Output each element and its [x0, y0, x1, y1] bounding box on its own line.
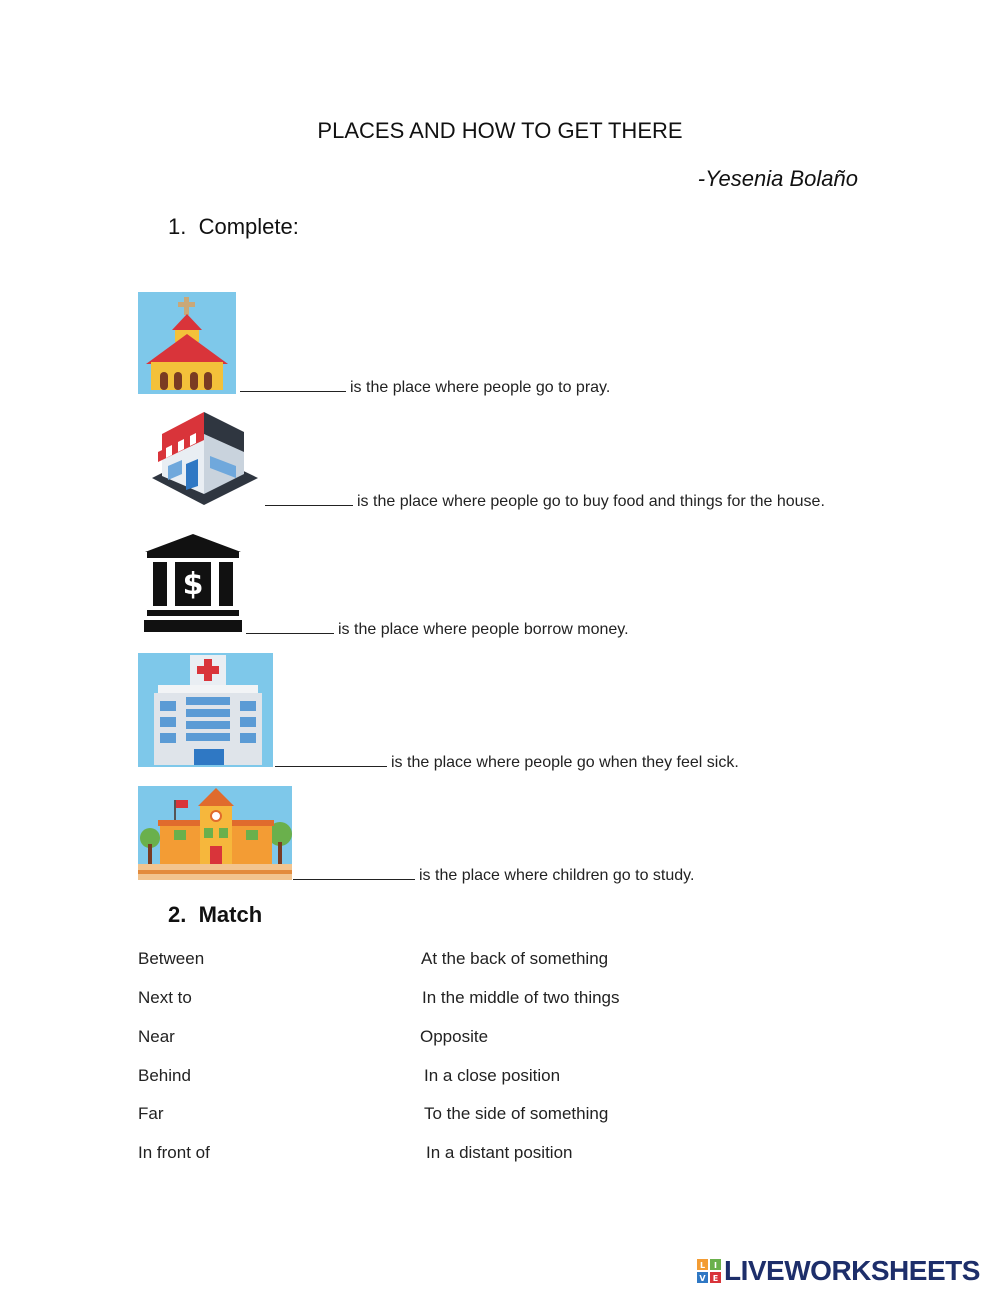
match-right-item[interactable]: In a close position [424, 1066, 561, 1085]
match-left-item[interactable]: Between [138, 949, 205, 968]
svg-text:$: $ [182, 567, 204, 602]
complete-sentence-3: is the place where people borrow money. [246, 619, 629, 639]
answer-blank[interactable] [293, 865, 415, 880]
svg-text:L: L [699, 1261, 706, 1270]
section-number: 2. [168, 902, 187, 927]
answer-blank[interactable] [275, 752, 387, 767]
match-right-item[interactable]: At the back of something [421, 949, 609, 968]
brand-name: LIVEWORKSHEETS [724, 1255, 980, 1286]
answer-blank[interactable] [265, 491, 353, 506]
match-left-item[interactable]: Far [138, 1104, 164, 1123]
complete-sentence-5: is the place where children go to study. [293, 865, 694, 885]
match-left-item[interactable]: Near [138, 1027, 175, 1046]
school-icon [138, 786, 292, 880]
match-left-item[interactable]: Behind [138, 1066, 191, 1085]
complete-sentence-2: is the place where people go to buy food and things for the house. [265, 491, 825, 511]
liveworksheets-logo [697, 1255, 980, 1287]
bank-icon [143, 532, 243, 634]
answer-blank[interactable] [246, 619, 334, 634]
section-label: Complete: [198, 214, 299, 239]
complete-sentence-1: is the place where people go to pray. [240, 377, 610, 397]
match-right-item[interactable]: In a distant position [426, 1143, 573, 1162]
svg-text:I: I [714, 1261, 717, 1270]
page-title: PLACES AND HOW TO GET THERE [317, 118, 683, 143]
section-number: 1. [168, 214, 187, 239]
match-right-item[interactable]: Opposite [420, 1027, 489, 1046]
section-complete-heading [168, 214, 299, 240]
match-right-item[interactable]: To the side of something [424, 1104, 609, 1123]
section-label: Match [198, 902, 263, 927]
section-match-heading [168, 902, 262, 928]
complete-sentence-4: is the place where people go when they feel sick. [275, 752, 739, 772]
answer-blank[interactable] [240, 377, 346, 392]
svg-text:E: E [712, 1274, 719, 1283]
author-name: -Yesenia Bolaño [697, 166, 858, 191]
logo-squares-icon [697, 1259, 721, 1283]
match-right-item[interactable]: In the middle of two things [422, 988, 620, 1007]
match-left-item[interactable]: In front of [138, 1143, 210, 1162]
church-icon [138, 292, 236, 394]
hospital-icon [138, 653, 273, 767]
store-icon [148, 408, 260, 508]
svg-text:V: V [699, 1274, 706, 1283]
match-left-item[interactable]: Next to [138, 988, 192, 1007]
